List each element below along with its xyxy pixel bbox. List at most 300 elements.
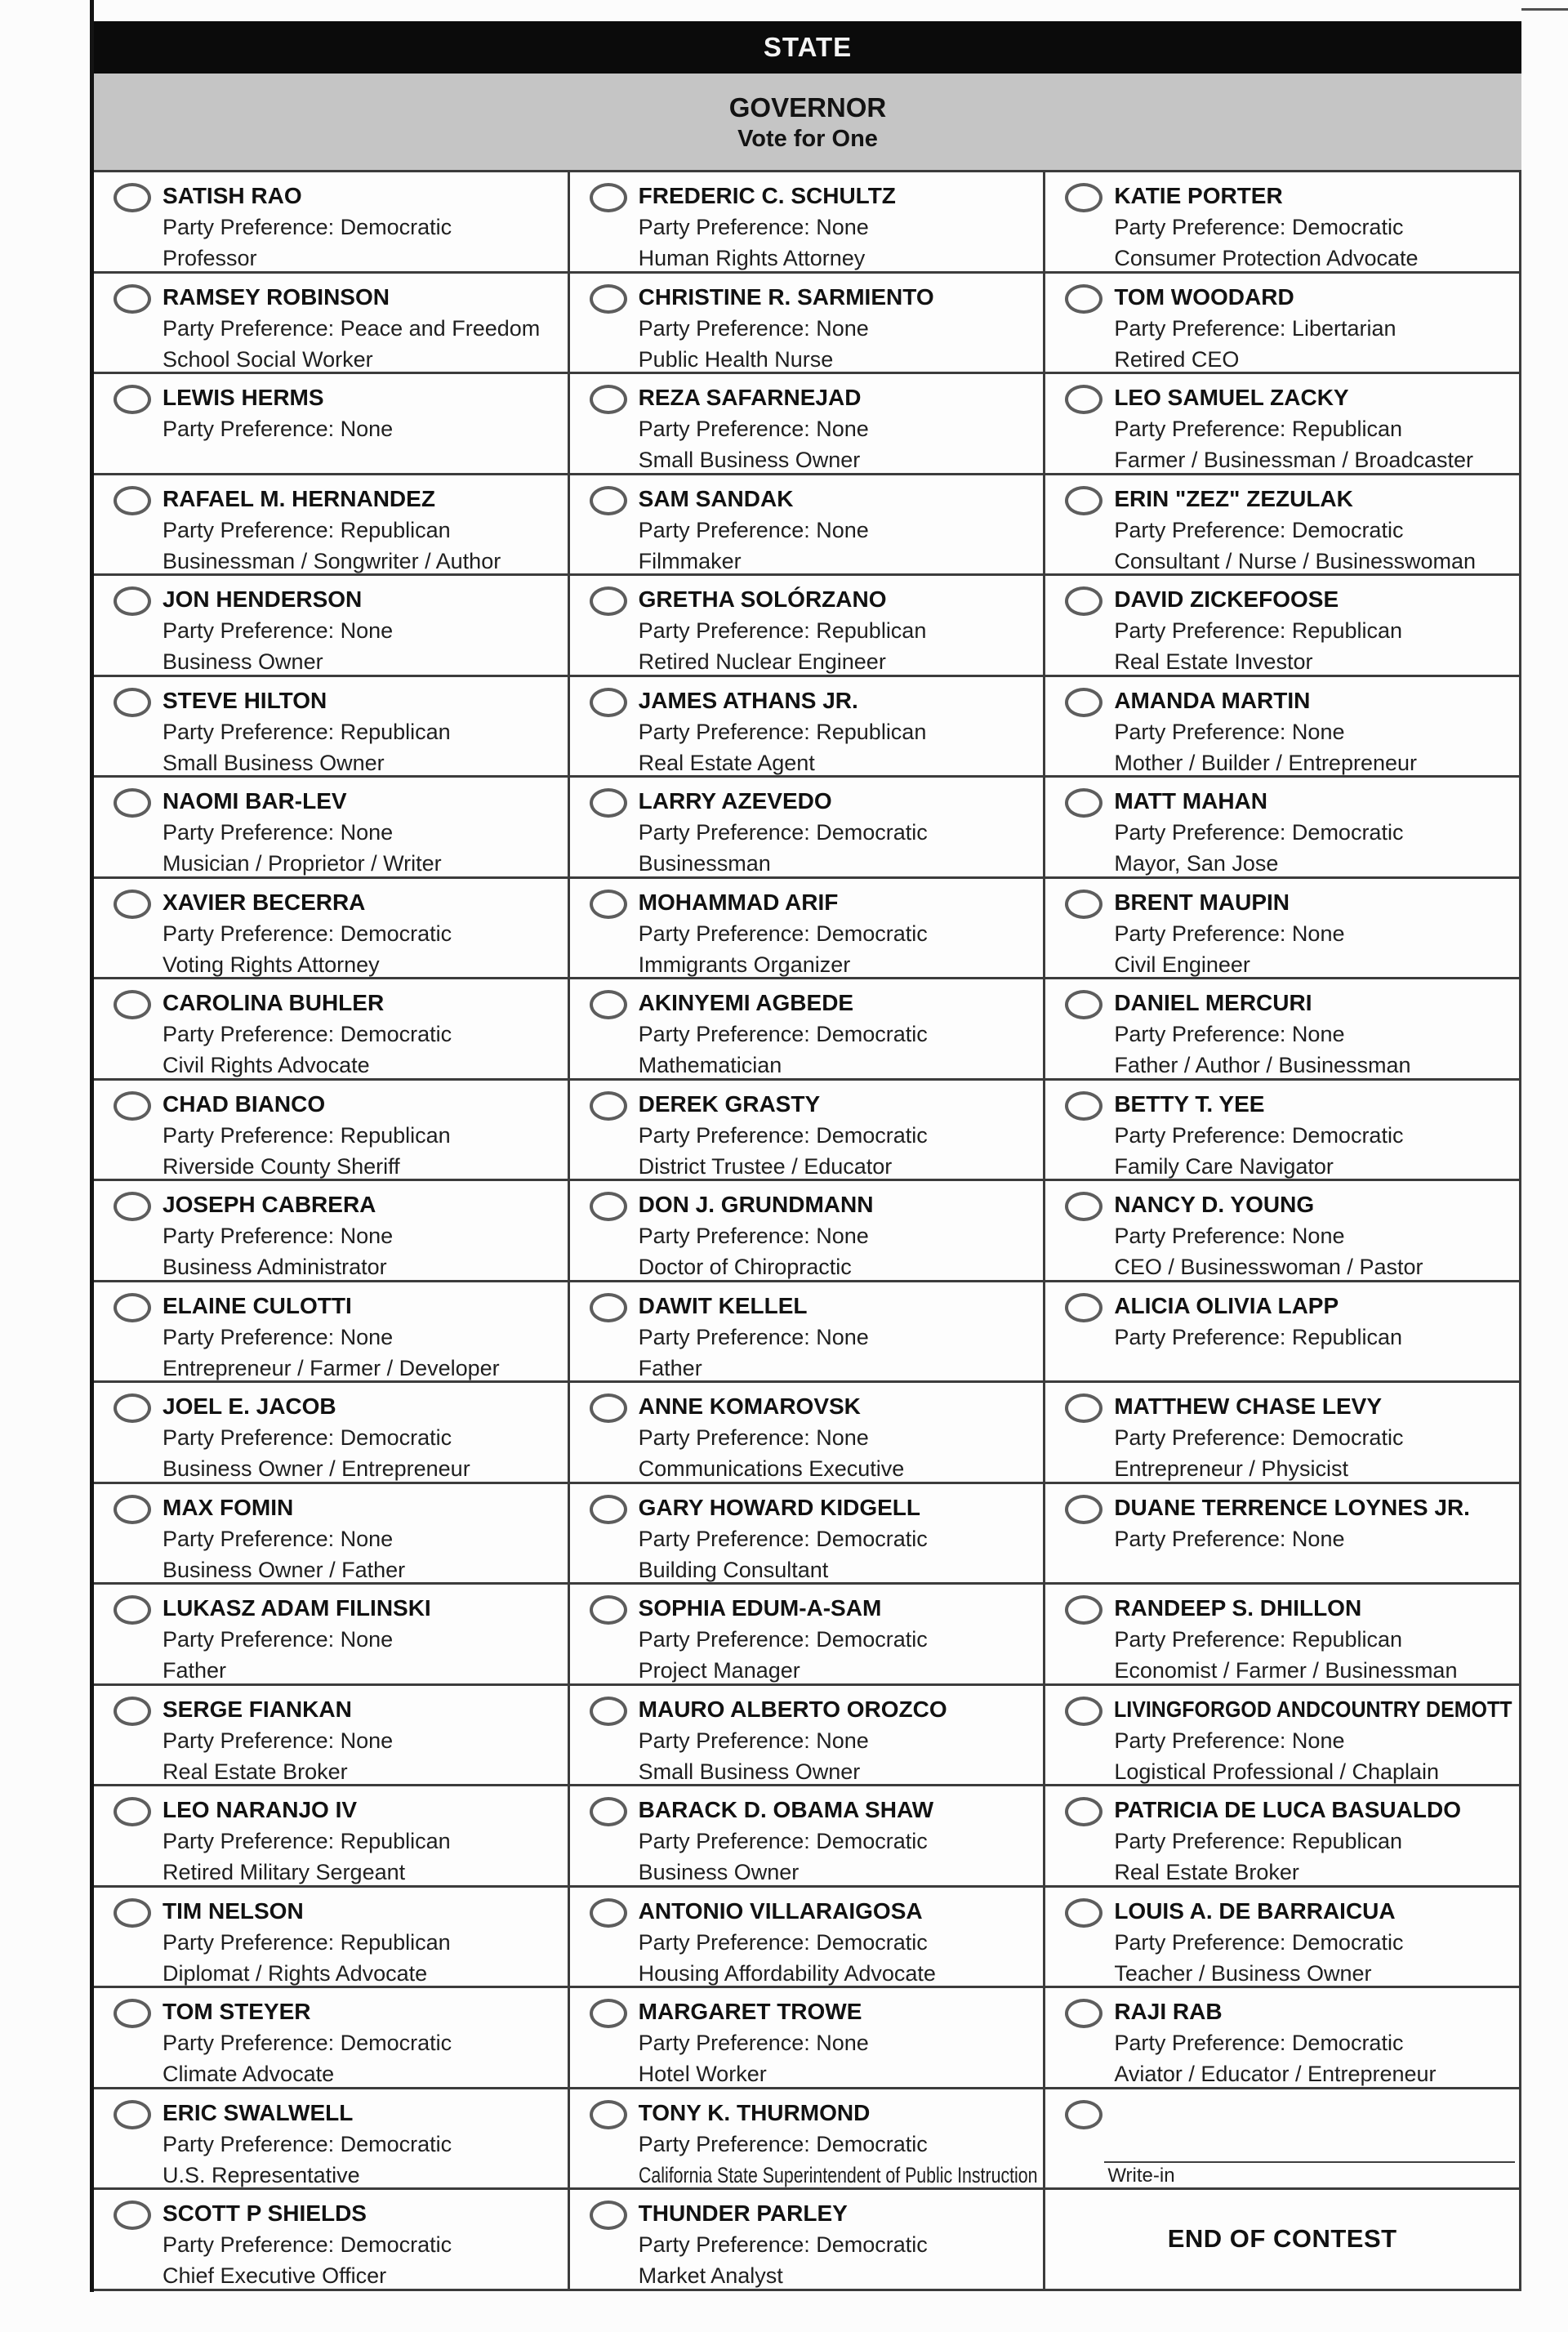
candidate-occupation: Voting Rights Attorney bbox=[163, 952, 380, 977]
radio-oval-icon[interactable] bbox=[1065, 1697, 1102, 1726]
candidate-name: DEREK GRASTY bbox=[638, 1090, 821, 1117]
candidate-name: LEO SAMUEL ZACKY bbox=[1114, 385, 1349, 410]
candidate-name: RANDEEP S. DHILLON bbox=[1114, 1595, 1362, 1621]
candidate-party: Party Preference: Democratic bbox=[638, 820, 928, 845]
candidate-name: JON HENDERSON bbox=[163, 586, 363, 612]
radio-oval-icon[interactable] bbox=[114, 284, 151, 314]
candidate-option[interactable] bbox=[1045, 1282, 1521, 1384]
candidate-occupation: Father bbox=[163, 1658, 227, 1683]
candidate-name: ERIC SWALWELL bbox=[163, 2099, 354, 2125]
write-in-label: Write-in bbox=[1107, 2164, 1175, 2187]
candidate-party: Party Preference: Republican bbox=[163, 1122, 451, 1148]
candidate-party: Party Preference: None bbox=[1114, 1022, 1345, 1046]
candidate-party: Party Preference: Democratic bbox=[163, 1425, 452, 1450]
radio-oval-icon[interactable] bbox=[590, 1595, 627, 1625]
radio-oval-icon[interactable] bbox=[1065, 1393, 1102, 1423]
candidate-occupation: Civil Rights Advocate bbox=[163, 1053, 370, 1077]
candidate-occupation: Public Health Nurse bbox=[638, 346, 834, 372]
candidate-option[interactable] bbox=[94, 1081, 570, 1182]
candidate-option[interactable] bbox=[94, 1484, 570, 1585]
candidate-party: Party Preference: Republican bbox=[163, 1929, 451, 1955]
radio-oval-icon[interactable] bbox=[114, 385, 151, 414]
candidate-name: TONY K. THURMOND bbox=[638, 2099, 871, 2125]
candidate-option[interactable] bbox=[1045, 979, 1521, 1081]
candidate-name: NAOMI BAR-LEV bbox=[163, 788, 347, 814]
candidate-party: Party Preference: Democratic bbox=[163, 921, 452, 946]
candidate-name: AKINYEMI AGBEDE bbox=[638, 990, 854, 1015]
end-of-contest-label: END OF CONTEST bbox=[1167, 2224, 1397, 2254]
radio-oval-icon[interactable] bbox=[590, 1898, 627, 1928]
candidate-occupation: Mathematician bbox=[638, 1053, 782, 1077]
candidate-option[interactable] bbox=[570, 677, 1046, 778]
candidate-occupation: Immigrants Organizer bbox=[638, 952, 851, 977]
candidate-option[interactable] bbox=[570, 2089, 1046, 2191]
candidate-name: LEWIS HERMS bbox=[163, 385, 324, 410]
candidate-option[interactable] bbox=[570, 1786, 1046, 1888]
candidate-party: Party Preference: Democratic bbox=[1114, 517, 1404, 542]
candidate-option[interactable] bbox=[1045, 778, 1521, 879]
candidate-name: CHAD BIANCO bbox=[163, 1090, 326, 1117]
write-in-option[interactable] bbox=[1045, 2089, 1521, 2191]
candidate-option[interactable] bbox=[1045, 1988, 1521, 2089]
candidate-option[interactable] bbox=[94, 1181, 570, 1282]
candidate-option[interactable] bbox=[94, 1585, 570, 1686]
radio-oval-icon[interactable] bbox=[590, 284, 627, 314]
candidate-name: MAX FOMIN bbox=[163, 1494, 294, 1520]
candidate-name: ALICIA OLIVIA LAPP bbox=[1114, 1292, 1339, 1318]
candidate-option[interactable] bbox=[94, 1686, 570, 1787]
candidate-party: Party Preference: Democratic bbox=[1114, 820, 1404, 845]
radio-oval-icon[interactable] bbox=[114, 1797, 151, 1826]
candidate-party: Party Preference: None bbox=[163, 1526, 394, 1551]
candidate-occupation: Real Estate Broker bbox=[1114, 1860, 1299, 1884]
candidate-party: Party Preference: Democratic bbox=[1114, 1122, 1404, 1148]
candidate-party: Party Preference: None bbox=[638, 1425, 869, 1450]
radio-oval-icon[interactable] bbox=[590, 385, 627, 414]
candidate-occupation: U.S. Representative bbox=[163, 2162, 360, 2187]
candidate-occupation: Diplomat / Rights Advocate bbox=[163, 1960, 428, 1986]
candidate-name: ANNE KOMAROVSK bbox=[638, 1393, 861, 1419]
candidate-option[interactable] bbox=[94, 1282, 570, 1384]
candidate-name: MAURO ALBERTO OROZCO bbox=[638, 1696, 947, 1722]
candidate-occupation: Civil Engineer bbox=[1114, 952, 1250, 977]
candidate-name: LIVINGFORGOD ANDCOUNTRY DEMOTT bbox=[1114, 1696, 1512, 1722]
radio-oval-icon[interactable] bbox=[590, 1797, 627, 1826]
candidate-occupation: Housing Affordability Advocate bbox=[638, 1960, 936, 1986]
candidate-option[interactable] bbox=[570, 1484, 1046, 1585]
radio-oval-icon[interactable] bbox=[114, 183, 151, 212]
radio-oval-icon[interactable] bbox=[1065, 688, 1102, 717]
candidate-name: BARACK D. OBAMA SHAW bbox=[638, 1797, 934, 1822]
candidate-option[interactable] bbox=[94, 778, 570, 879]
section-header bbox=[94, 21, 1521, 74]
candidate-name: ERIN "ZEZ" ZEZULAK bbox=[1114, 485, 1353, 511]
candidate-occupation: Business Owner bbox=[163, 649, 323, 674]
radio-oval-icon[interactable] bbox=[1065, 1898, 1102, 1928]
candidate-party: Party Preference: None bbox=[1114, 921, 1345, 946]
candidate-occupation: School Social Worker bbox=[163, 346, 373, 372]
candidate-option[interactable] bbox=[1045, 1786, 1521, 1888]
candidate-party: Party Preference: None bbox=[163, 1224, 394, 1248]
candidate-party: Party Preference: Democratic bbox=[1114, 1929, 1404, 1955]
candidate-occupation: Mother / Builder / Entrepreneur bbox=[1114, 750, 1418, 775]
candidate-occupation: Small Business Owner bbox=[163, 750, 385, 775]
candidate-party: Party Preference: None bbox=[638, 315, 869, 341]
candidate-party: Party Preference: None bbox=[638, 517, 869, 542]
candidate-name: PATRICIA DE LUCA BASUALDO bbox=[1114, 1797, 1461, 1822]
candidate-occupation: Real Estate Agent bbox=[638, 750, 815, 775]
candidate-option[interactable] bbox=[570, 1081, 1046, 1182]
candidate-party: Party Preference: None bbox=[638, 1324, 869, 1349]
candidate-occupation: Business Administrator bbox=[163, 1255, 387, 1279]
radio-oval-icon[interactable] bbox=[590, 1192, 627, 1221]
candidate-option[interactable] bbox=[570, 172, 1046, 274]
candidate-option[interactable] bbox=[570, 778, 1046, 879]
radio-oval-icon[interactable] bbox=[1065, 1192, 1102, 1221]
radio-oval-icon[interactable] bbox=[590, 1697, 627, 1726]
candidate-occupation: Doctor of Chiropractic bbox=[638, 1255, 852, 1279]
candidate-party: Party Preference: Democratic bbox=[638, 2131, 928, 2156]
candidate-occupation: Riverside County Sheriff bbox=[163, 1153, 400, 1179]
radio-oval-icon[interactable] bbox=[590, 788, 627, 818]
radio-oval-icon[interactable] bbox=[114, 890, 151, 919]
radio-oval-icon[interactable] bbox=[114, 1595, 151, 1625]
candidate-option[interactable] bbox=[570, 274, 1046, 375]
candidate-name: SCOTT P SHIELDS bbox=[163, 2200, 367, 2226]
radio-oval-icon[interactable] bbox=[590, 1293, 627, 1322]
candidate-name: TIM NELSON bbox=[163, 1897, 304, 1924]
candidate-party: Party Preference: Republican bbox=[1114, 1324, 1403, 1349]
candidate-option[interactable] bbox=[94, 274, 570, 375]
radio-oval-icon[interactable] bbox=[590, 2200, 627, 2230]
ballot-grid bbox=[94, 170, 1521, 2291]
radio-oval-icon[interactable] bbox=[114, 1898, 151, 1928]
candidate-name: RAFAEL M. HERNANDEZ bbox=[163, 485, 435, 511]
candidate-name: SOPHIA EDUM-A-SAM bbox=[638, 1595, 882, 1621]
candidate-party: Party Preference: Republican bbox=[1114, 1829, 1403, 1853]
candidate-occupation: Retired Military Sergeant bbox=[163, 1860, 406, 1884]
candidate-option[interactable] bbox=[570, 2190, 1046, 2291]
candidate-name: MATT MAHAN bbox=[1114, 788, 1267, 814]
candidate-occupation: Father bbox=[638, 1355, 702, 1380]
candidate-name: MATTHEW CHASE LEVY bbox=[1114, 1393, 1383, 1419]
candidate-name: REZA SAFARNEJAD bbox=[638, 385, 862, 410]
ballot-column bbox=[90, 0, 1521, 2292]
candidate-party: Party Preference: Democratic bbox=[638, 1829, 928, 1853]
candidate-option[interactable] bbox=[94, 1988, 570, 2089]
candidate-name: DANIEL MERCURI bbox=[1114, 990, 1312, 1015]
candidate-occupation: Climate Advocate bbox=[163, 2062, 335, 2086]
candidate-option[interactable] bbox=[94, 1888, 570, 1989]
candidate-name: LARRY AZEVEDO bbox=[638, 788, 832, 814]
candidate-occupation: Entrepreneur / Physicist bbox=[1114, 1456, 1348, 1481]
radio-oval-icon[interactable] bbox=[114, 1999, 151, 2028]
candidate-option[interactable] bbox=[570, 1181, 1046, 1282]
radio-oval-icon[interactable] bbox=[1065, 890, 1102, 919]
candidate-option[interactable] bbox=[94, 2190, 570, 2291]
radio-oval-icon[interactable] bbox=[114, 1293, 151, 1322]
candidate-option[interactable] bbox=[570, 1686, 1046, 1787]
candidate-name: LEO NARANJO IV bbox=[163, 1797, 358, 1822]
candidate-name: DON J. GRUNDMANN bbox=[638, 1192, 874, 1217]
candidate-party: Party Preference: Peace and Freedom bbox=[163, 315, 541, 341]
radio-oval-icon[interactable] bbox=[590, 1495, 627, 1524]
end-of-contest-cell bbox=[1045, 2190, 1521, 2291]
candidate-option[interactable] bbox=[1045, 1585, 1521, 1686]
candidate-option[interactable] bbox=[1045, 1181, 1521, 1282]
radio-oval-icon[interactable] bbox=[114, 2100, 151, 2129]
radio-oval-icon[interactable] bbox=[1065, 2100, 1102, 2129]
radio-oval-icon[interactable] bbox=[590, 1393, 627, 1423]
top-spacer bbox=[94, 0, 1521, 21]
candidate-option[interactable] bbox=[94, 576, 570, 677]
candidate-occupation: Professor bbox=[163, 246, 257, 270]
radio-oval-icon[interactable] bbox=[1065, 1595, 1102, 1625]
candidate-option[interactable] bbox=[94, 374, 570, 475]
candidate-occupation: CEO / Businesswoman / Pastor bbox=[1114, 1255, 1423, 1279]
candidate-name: JOSEPH CABRERA bbox=[163, 1192, 376, 1217]
candidate-occupation: Retired CEO bbox=[1114, 346, 1240, 372]
radio-oval-icon[interactable] bbox=[1065, 486, 1102, 515]
candidate-party: Party Preference: Republican bbox=[638, 719, 927, 744]
candidate-name: DAVID ZICKEFOOSE bbox=[1114, 586, 1339, 612]
candidate-party: Party Preference: None bbox=[1114, 1224, 1345, 1248]
radio-oval-icon[interactable] bbox=[590, 1091, 627, 1121]
candidate-option[interactable] bbox=[94, 677, 570, 778]
candidate-party: Party Preference: Republican bbox=[1114, 1627, 1403, 1652]
candidate-name: BRENT MAUPIN bbox=[1114, 889, 1290, 915]
candidate-option[interactable] bbox=[94, 1383, 570, 1484]
candidate-name: KATIE PORTER bbox=[1114, 183, 1283, 208]
candidate-option[interactable] bbox=[570, 1888, 1046, 1989]
candidate-occupation: Teacher / Business Owner bbox=[1114, 1960, 1372, 1986]
candidate-party: Party Preference: None bbox=[1114, 1526, 1345, 1551]
candidate-option[interactable] bbox=[1045, 1888, 1521, 1989]
radio-oval-icon[interactable] bbox=[1065, 788, 1102, 818]
candidate-name: DAWIT KELLEL bbox=[638, 1292, 808, 1318]
candidate-option[interactable] bbox=[570, 979, 1046, 1081]
radio-oval-icon[interactable] bbox=[114, 2200, 151, 2230]
candidate-name: RAJI RAB bbox=[1114, 1999, 1223, 2024]
candidate-party: Party Preference: Democratic bbox=[1114, 2031, 1404, 2055]
candidate-option[interactable] bbox=[1045, 475, 1521, 577]
radio-oval-icon[interactable] bbox=[590, 990, 627, 1019]
candidate-party: Party Preference: Republican bbox=[163, 1829, 451, 1853]
candidate-occupation: Real Estate Broker bbox=[163, 1759, 348, 1784]
candidate-option[interactable] bbox=[94, 979, 570, 1081]
candidate-party: Party Preference: Democratic bbox=[638, 2232, 928, 2257]
candidate-occupation: Building Consultant bbox=[638, 1557, 829, 1582]
candidate-name: NANCY D. YOUNG bbox=[1114, 1192, 1315, 1217]
candidate-name: SERGE FIANKAN bbox=[163, 1696, 352, 1722]
radio-oval-icon[interactable] bbox=[1065, 586, 1102, 616]
radio-oval-icon[interactable] bbox=[1065, 1293, 1102, 1322]
candidate-name: RAMSEY ROBINSON bbox=[163, 283, 390, 310]
candidate-name: MOHAMMAD ARIF bbox=[638, 889, 839, 915]
candidate-option[interactable] bbox=[94, 475, 570, 577]
candidate-option[interactable] bbox=[1045, 1383, 1521, 1484]
radio-oval-icon[interactable] bbox=[114, 1697, 151, 1726]
candidate-occupation: Market Analyst bbox=[638, 2263, 783, 2288]
candidate-name: JAMES ATHANS JR. bbox=[638, 687, 858, 713]
candidate-occupation: Retired Nuclear Engineer bbox=[638, 649, 886, 674]
candidate-option[interactable] bbox=[570, 576, 1046, 677]
candidate-party: Party Preference: None bbox=[638, 1224, 869, 1248]
radio-oval-icon[interactable] bbox=[1065, 1091, 1102, 1121]
write-in-line[interactable] bbox=[1104, 2161, 1515, 2163]
candidate-option[interactable] bbox=[570, 1988, 1046, 2089]
candidate-option[interactable] bbox=[1045, 879, 1521, 980]
candidate-occupation: Businessman / Songwriter / Author bbox=[163, 548, 501, 573]
contest-instruction: Vote for One bbox=[737, 126, 878, 152]
candidate-option[interactable] bbox=[1045, 576, 1521, 677]
radio-oval-icon[interactable] bbox=[590, 486, 627, 515]
candidate-occupation: Business Owner / Father bbox=[163, 1557, 406, 1582]
candidate-name: GRETHA SOLÓRZANO bbox=[638, 586, 887, 612]
candidate-option[interactable] bbox=[94, 172, 570, 274]
candidate-party: Party Preference: Democratic bbox=[638, 921, 928, 946]
candidate-option[interactable] bbox=[1045, 677, 1521, 778]
candidate-party: Party Preference: Democratic bbox=[638, 1526, 928, 1551]
radio-oval-icon[interactable] bbox=[1065, 1495, 1102, 1524]
candidate-party: Party Preference: None bbox=[163, 417, 394, 441]
candidate-occupation: Logistical Professional / Chaplain bbox=[1114, 1759, 1440, 1784]
candidate-party: Party Preference: None bbox=[163, 618, 394, 643]
radio-oval-icon[interactable] bbox=[590, 688, 627, 717]
candidate-party: Party Preference: None bbox=[638, 2031, 869, 2055]
candidate-party: Party Preference: None bbox=[163, 1728, 394, 1753]
radio-oval-icon[interactable] bbox=[114, 1495, 151, 1524]
radio-oval-icon[interactable] bbox=[114, 688, 151, 717]
candidate-party: Party Preference: Democratic bbox=[638, 1929, 928, 1955]
candidate-name: MARGARET TROWE bbox=[638, 1999, 862, 2024]
candidate-name: THUNDER PARLEY bbox=[638, 2200, 848, 2226]
candidate-party: Party Preference: Democratic bbox=[163, 1022, 452, 1046]
radio-oval-icon[interactable] bbox=[1065, 1999, 1102, 2028]
candidate-name: STEVE HILTON bbox=[163, 687, 327, 713]
candidate-name: DUANE TERRENCE LOYNES JR. bbox=[1114, 1494, 1470, 1520]
radio-oval-icon[interactable] bbox=[114, 788, 151, 818]
candidate-name: CHRISTINE R. SARMIENTO bbox=[638, 283, 934, 310]
candidate-option[interactable] bbox=[570, 1585, 1046, 1686]
candidate-occupation: Business Owner / Entrepreneur bbox=[163, 1456, 470, 1481]
candidate-occupation: California State Superintendent of Public Instruction bbox=[638, 2162, 1038, 2187]
candidate-name: LOUIS A. DE BARRAICUA bbox=[1114, 1897, 1396, 1924]
candidate-occupation: Real Estate Investor bbox=[1114, 649, 1313, 674]
candidate-occupation: Chief Executive Officer bbox=[163, 2263, 387, 2288]
candidate-party: Party Preference: None bbox=[638, 417, 869, 441]
candidate-option[interactable] bbox=[1045, 1484, 1521, 1585]
candidate-party: Party Preference: Democratic bbox=[638, 1122, 928, 1148]
candidate-party: Party Preference: Democratic bbox=[163, 2031, 452, 2055]
candidate-option[interactable] bbox=[570, 475, 1046, 577]
candidate-party: Party Preference: Republican bbox=[1114, 417, 1403, 441]
candidate-option[interactable] bbox=[1045, 274, 1521, 375]
candidate-name: JOEL E. JACOB bbox=[163, 1393, 336, 1419]
candidate-option[interactable] bbox=[94, 1786, 570, 1888]
radio-oval-icon[interactable] bbox=[1065, 1797, 1102, 1826]
candidate-occupation: Human Rights Attorney bbox=[638, 246, 866, 270]
radio-oval-icon[interactable] bbox=[1065, 284, 1102, 314]
candidate-option[interactable] bbox=[570, 879, 1046, 980]
candidate-party: Party Preference: Republican bbox=[638, 618, 927, 643]
contest-title: GOVERNOR bbox=[728, 92, 887, 123]
candidate-occupation: Filmmaker bbox=[638, 548, 742, 573]
candidate-party: Party Preference: Democratic bbox=[1114, 215, 1404, 239]
section-title: STATE bbox=[763, 32, 853, 62]
candidate-option[interactable] bbox=[570, 374, 1046, 475]
candidate-occupation: Communications Executive bbox=[638, 1456, 905, 1481]
candidate-party: Party Preference: Democratic bbox=[163, 215, 452, 239]
radio-oval-icon[interactable] bbox=[114, 486, 151, 515]
candidate-name: XAVIER BECERRA bbox=[163, 889, 366, 915]
candidate-party: Party Preference: None bbox=[1114, 719, 1345, 744]
candidate-option[interactable] bbox=[1045, 1081, 1521, 1182]
candidate-occupation: Consultant / Nurse / Businesswoman bbox=[1114, 548, 1477, 573]
candidate-name: AMANDA MARTIN bbox=[1114, 687, 1311, 713]
candidate-party: Party Preference: Democratic bbox=[163, 2131, 452, 2156]
candidate-occupation: Consumer Protection Advocate bbox=[1114, 246, 1419, 270]
radio-oval-icon[interactable] bbox=[590, 890, 627, 919]
candidate-option[interactable] bbox=[1045, 172, 1521, 274]
candidate-party: Party Preference: None bbox=[638, 1728, 869, 1753]
radio-oval-icon[interactable] bbox=[590, 183, 627, 212]
candidate-option[interactable] bbox=[94, 2089, 570, 2191]
radio-oval-icon[interactable] bbox=[114, 990, 151, 1019]
radio-oval-icon[interactable] bbox=[590, 1999, 627, 2028]
candidate-party: Party Preference: None bbox=[163, 1627, 394, 1652]
candidate-name: CAROLINA BUHLER bbox=[163, 990, 385, 1015]
candidate-party: Party Preference: Democratic bbox=[638, 1627, 928, 1652]
radio-oval-icon[interactable] bbox=[114, 1393, 151, 1423]
radio-oval-icon[interactable] bbox=[1065, 183, 1102, 212]
candidate-name: TOM STEYER bbox=[163, 1999, 311, 2024]
candidate-name: FREDERIC C. SCHULTZ bbox=[638, 183, 896, 208]
candidate-party: Party Preference: Democratic bbox=[638, 1022, 928, 1046]
candidate-option[interactable] bbox=[570, 1282, 1046, 1384]
candidate-option[interactable] bbox=[1045, 374, 1521, 475]
candidate-party: Party Preference: Republican bbox=[1114, 618, 1403, 643]
candidate-party: Party Preference: Democratic bbox=[163, 2232, 452, 2257]
candidate-occupation: Father / Author / Businessman bbox=[1114, 1053, 1411, 1077]
candidate-occupation: Family Care Navigator bbox=[1114, 1153, 1334, 1179]
candidate-party: Party Preference: None bbox=[638, 215, 869, 239]
radio-oval-icon[interactable] bbox=[1065, 990, 1102, 1019]
radio-oval-icon[interactable] bbox=[590, 586, 627, 616]
radio-oval-icon[interactable] bbox=[114, 1091, 151, 1121]
radio-oval-icon[interactable] bbox=[114, 1192, 151, 1221]
candidate-occupation: Businessman bbox=[638, 851, 771, 876]
radio-oval-icon[interactable] bbox=[114, 586, 151, 616]
candidate-party: Party Preference: Democratic bbox=[1114, 1425, 1404, 1450]
candidate-option[interactable] bbox=[94, 879, 570, 980]
candidate-option[interactable] bbox=[570, 1383, 1046, 1484]
candidate-name: ELAINE CULOTTI bbox=[163, 1292, 352, 1318]
radio-oval-icon[interactable] bbox=[1065, 385, 1102, 414]
candidate-option[interactable] bbox=[1045, 1686, 1521, 1787]
candidate-name: LUKASZ ADAM FILINSKI bbox=[163, 1595, 431, 1621]
candidate-name: SAM SANDAK bbox=[638, 485, 794, 511]
candidate-occupation: Aviator / Educator / Entrepreneur bbox=[1114, 2062, 1437, 2086]
candidate-name: BETTY T. YEE bbox=[1114, 1090, 1265, 1117]
candidate-name: SATISH RAO bbox=[163, 183, 302, 208]
candidate-occupation: Project Manager bbox=[638, 1658, 800, 1683]
candidate-occupation: Mayor, San Jose bbox=[1114, 851, 1279, 876]
candidate-occupation: Economist / Farmer / Businessman bbox=[1114, 1658, 1458, 1683]
candidate-party: Party Preference: None bbox=[1114, 1728, 1345, 1753]
radio-oval-icon[interactable] bbox=[590, 2100, 627, 2129]
candidate-name: GARY HOWARD KIDGELL bbox=[638, 1494, 920, 1520]
